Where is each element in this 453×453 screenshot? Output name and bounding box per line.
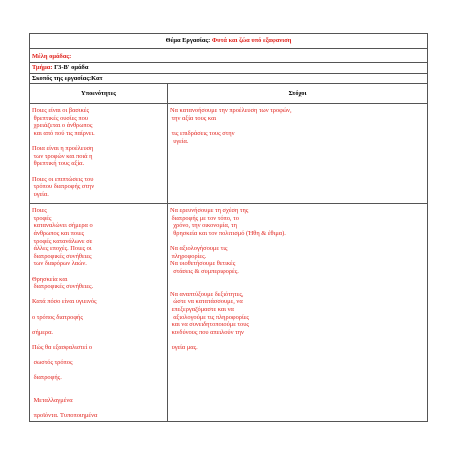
text-line: άνθρωπος και ποιες: [32, 229, 85, 237]
blank-line: [170, 283, 425, 291]
text-line: τρόπου διατροφής στην: [32, 183, 95, 191]
row1-goals-cell: [168, 104, 428, 204]
text-line: χρειάζεται ο άνθρωπος: [32, 122, 93, 130]
text-line: επεξεργαζόμαστε και να: [170, 305, 234, 313]
text-line: άλλες εποχές. Ποιες οι: [32, 245, 92, 253]
text-line: διατροφής με τον τόπο, το: [170, 214, 239, 222]
department-cell: [30, 63, 428, 74]
department-value: Γ3-Β' ομάδα: [54, 64, 89, 71]
text-line: Θρησκεία και: [32, 275, 68, 283]
text-line: διατροφικές συνήθειες.: [32, 283, 94, 291]
text-line: ο τρόπος διατροφής: [32, 313, 83, 321]
text-line: Να ερευνήσουμε τη σχέση της: [170, 207, 249, 215]
text-line: χρόνο, την οικονομία, τη: [170, 222, 237, 230]
blank-line: [32, 306, 165, 314]
text-line: θρησκεία και τον πολιτισμό (Ήθη & έθιμα).: [170, 229, 286, 237]
text-line: τροφές κατανάλωνε σε: [32, 237, 93, 245]
text-line: καταναλώνει σήμερα ο: [32, 222, 93, 230]
document-page: [29, 33, 427, 422]
row2-units-text: [32, 207, 165, 420]
blank-line: [170, 122, 425, 130]
members-cell: [30, 49, 428, 63]
blank-line: [170, 336, 425, 344]
text-line: τροφές: [32, 214, 52, 222]
title-prefix: Θέμα Εργασίας:: [165, 37, 212, 44]
text-line: στάσεις & συμπεριφορές.: [170, 267, 239, 275]
blank-line: [32, 351, 165, 359]
row1-goals-text: [170, 107, 425, 145]
text-line: Ποια είναι η προέλευση: [32, 145, 94, 153]
text-line: Ποιες: [32, 207, 47, 215]
blank-line: [32, 405, 165, 413]
column-header-units: Υποενότητες: [30, 84, 168, 104]
row1-units-text: [32, 107, 165, 198]
worksheet-table: [29, 33, 428, 422]
text-line: σωστός τρόπος: [32, 359, 73, 367]
text-line: κινδύνους που απειλούν την: [170, 328, 244, 336]
text-line: ώστε να κατατάσσουμε, να: [170, 298, 243, 306]
text-line: Να κατανοήσουμε την προέλευση των τροφών,: [170, 107, 292, 115]
text-line: και από πού τις παίρνει.: [32, 129, 95, 137]
blank-line: [32, 336, 165, 344]
purpose-value: Κατ: [91, 74, 103, 82]
blank-line: [32, 389, 165, 397]
purpose-label: Σκοπός της εργασίας:: [32, 74, 92, 82]
blank-line: [32, 168, 165, 176]
text-line: προϊόντα. Τυποποιημένα: [32, 412, 98, 420]
department-label: Τμήμα:: [32, 64, 55, 71]
text-line: Να αναπτύξουμε δεξιότητες,: [170, 290, 244, 298]
title-topic: Φυτά και ζώα υπό εξαφανιση: [211, 37, 292, 44]
blank-line: [32, 382, 165, 390]
row2-goals-text: [170, 207, 425, 351]
text-line: διατροφής.: [32, 374, 62, 382]
text-line: υγεία μας.: [170, 343, 198, 351]
blank-line: [32, 138, 165, 146]
blank-line: [32, 367, 165, 375]
text-line: των διαφόρων λαών.: [32, 260, 87, 268]
row2-units-cell: [30, 204, 168, 422]
text-line: Ποιες είναι οι βασικές: [32, 107, 90, 115]
text-line: θρεπτικές ουσίες που: [32, 114, 88, 122]
text-line: Κατά πόσο είναι υγιεινός: [32, 298, 97, 306]
row2-goals-cell: [168, 204, 428, 422]
text-line: Πώς θα εξασφαλιστεί ο: [32, 343, 93, 351]
blank-line: [170, 238, 425, 246]
blank-line: [170, 276, 425, 284]
purpose-cell: [30, 73, 428, 84]
text-line: και να συνειδητοποιούμε τους: [170, 321, 249, 329]
text-line: Να αξιολογήσουμε τις: [170, 245, 228, 253]
column-header-goals: Στόχοι: [168, 84, 428, 104]
text-line: πληροφορίες.: [170, 252, 207, 260]
blank-line: [32, 268, 165, 276]
row1-units-cell: [30, 104, 168, 204]
text-line: διατροφικές συνήθειες: [32, 252, 92, 260]
text-line: υγεία.: [170, 137, 189, 145]
text-line: τις επιδράσεις τους στην: [170, 129, 235, 137]
text-line: Να υιοθετήσουμε θετικές: [170, 260, 236, 268]
text-line: των τροφών και ποιά η: [32, 152, 93, 160]
blank-line: [32, 321, 165, 329]
text-line: αξιολογούμε τις πληροφορίες: [170, 313, 249, 321]
text-line: την αξία τους και: [170, 114, 217, 122]
text-line: υγεία.: [32, 190, 49, 198]
blank-line: [32, 291, 165, 299]
text-line: Ποιες οι επιπτώσεις του: [32, 175, 94, 183]
title-cell: [30, 34, 428, 49]
members-label: Μέλη ομάδας:: [32, 53, 72, 60]
text-line: σήμερα.: [32, 328, 54, 336]
text-line: θρεπτική τους αξία.: [32, 160, 85, 168]
text-line: Μεταλλαγμένα: [32, 397, 73, 405]
